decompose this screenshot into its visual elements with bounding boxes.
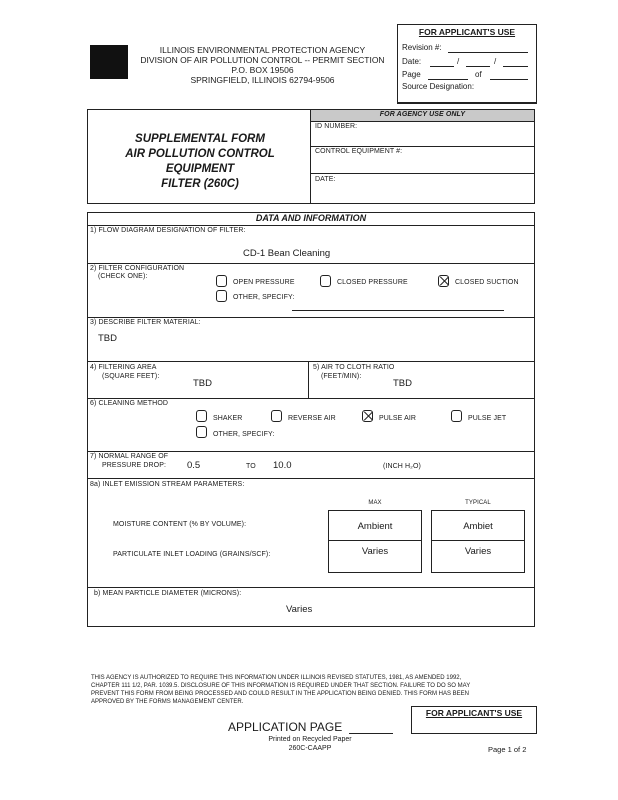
title-divider: [310, 109, 311, 204]
agency-logo: [90, 45, 128, 79]
q1-label: 1) FLOW DIAGRAM DESIGNATION OF FILTER:: [90, 227, 246, 234]
other-config-field[interactable]: [292, 310, 504, 311]
q5-label: 5) AIR TO CLOTH RATIO: [313, 364, 395, 371]
q4-value[interactable]: TBD: [193, 378, 212, 389]
revision-label: Revision #:: [402, 43, 442, 52]
q2-label: 2) FILTER CONFIGURATION: [90, 265, 185, 272]
of-label: of: [475, 70, 482, 79]
q7-unit: (INCH H₂O): [383, 463, 421, 470]
closed-pressure-label: CLOSED PRESSURE: [337, 279, 408, 286]
po-box: P.O. BOX 19506: [231, 65, 294, 75]
application-page-field[interactable]: [349, 733, 393, 734]
city-address: SPRINGFIELD, ILLINOIS 62794-9506: [190, 75, 335, 85]
form-title: [100, 132, 300, 192]
applicant-use-title: FOR APPLICANT'S USE: [418, 27, 516, 37]
disclaimer-line4: APPROVED BY THE FORMS MANAGEMENT CENTER.: [91, 699, 244, 705]
id-number-line: [311, 146, 535, 147]
other-method-label: OTHER, SPECIFY:: [213, 431, 275, 438]
q3-value[interactable]: TBD: [98, 333, 117, 344]
q7-line: [87, 478, 535, 479]
reverse-air-checkbox[interactable]: [271, 410, 282, 422]
shaker-checkbox[interactable]: [196, 410, 207, 422]
max-value-box: [328, 510, 422, 573]
division-name: DIVISION OF AIR POLLUTION CONTROL -- PERMIT SECTION: [140, 55, 385, 65]
q7-to-value[interactable]: 10.0: [273, 460, 292, 471]
id-number-label: ID NUMBER:: [315, 123, 358, 130]
form-code: 260C-CAAPP: [288, 745, 332, 752]
page-label: Page: [402, 70, 421, 79]
agency-use-title: FOR AGENCY USE ONLY: [379, 111, 466, 118]
moisture-typical-value[interactable]: Ambiet: [463, 521, 493, 532]
closed-pressure-checkbox[interactable]: [320, 275, 331, 287]
date-year-field[interactable]: [503, 66, 528, 67]
other-config-checkbox[interactable]: [216, 290, 227, 302]
application-page-label: APPLICATION PAGE: [228, 720, 343, 734]
particulate-max-value[interactable]: Varies: [361, 546, 389, 557]
q4-line: [87, 398, 535, 399]
q5-value[interactable]: TBD: [393, 378, 412, 389]
q8b-label: b) MEAN PARTICLE DIAMETER (MICRONS):: [94, 590, 242, 597]
source-designation-label: Source Designation:: [402, 82, 475, 91]
q6-line: [87, 451, 535, 452]
q7-from-value[interactable]: 0.5: [187, 460, 201, 471]
shaker-label: SHAKER: [213, 415, 243, 422]
data-section-title: DATA AND INFORMATION: [255, 213, 367, 223]
header-block: [130, 45, 395, 85]
q2-sublabel: (CHECK ONE):: [98, 273, 148, 280]
q5-sublabel: (FEET/MIN):: [321, 373, 362, 380]
q7-to-label: TO: [246, 463, 256, 470]
col-typical-header: TYPICAL: [465, 500, 491, 506]
q1-line: [87, 263, 535, 264]
disclaimer-line1: THIS AGENCY IS AUTHORIZED TO REQUIRE THIS INFORMATION UNDER ILLINOIS REVISED STATUTES, 1981, AS AMENDED 1992,: [91, 675, 462, 681]
moisture-label: MOISTURE CONTENT (% BY VOLUME):: [113, 521, 247, 528]
q6-label: 6) CLEANING METHOD: [90, 400, 169, 407]
open-pressure-label: OPEN PRESSURE: [233, 279, 295, 286]
date-separator-1: /: [457, 57, 460, 66]
q2-line: [87, 317, 535, 318]
q8a-line: [87, 587, 535, 588]
form-title-line3: EQUIPMENT: [165, 163, 235, 175]
col-max-header: MAX: [368, 500, 382, 506]
date-day-field[interactable]: [466, 66, 490, 67]
agency-name: ILLINOIS ENVIRONMENTAL PROTECTION AGENCY: [159, 45, 366, 55]
q3-line: [87, 361, 535, 362]
q4-label: 4) FILTERING AREA: [90, 364, 157, 371]
control-equipment-label: CONTROL EQUIPMENT #:: [315, 148, 403, 155]
recycled-note: Printed on Recycled Paper: [268, 736, 352, 743]
reverse-air-label: REVERSE AIR: [288, 415, 336, 422]
typical-box-mid: [431, 540, 525, 541]
q7-label: 7) NORMAL RANGE OF: [90, 453, 169, 460]
data-title-line: [87, 225, 535, 226]
disclaimer-line3: PREVENT THIS FORM FROM BEING PROCESSED AND COULD RESULT IN THE APPLICATION BEING DENIED. THIS FORM HAS BEEN: [91, 691, 469, 697]
q1-value[interactable]: CD-1 Bean Cleaning: [243, 248, 331, 259]
pulse-jet-label: PULSE JET: [468, 415, 507, 422]
footer-applicant-title: FOR APPLICANT'S USE: [425, 708, 523, 718]
typical-value-box: [431, 510, 525, 573]
disclaimer-line2: CHAPTER 111 1/2, PAR. 1039.5. DISCLOSURE OF THIS INFORMATION IS REQUIRED UNDER THAT SECTION. FAILURE TO DO SO MAY: [91, 683, 471, 689]
agency-header-line: [311, 121, 535, 122]
pulse-air-checkbox[interactable]: [362, 410, 373, 422]
date-month-field[interactable]: [430, 66, 454, 67]
q7-sublabel: PRESSURE DROP:: [102, 462, 167, 469]
q3-label: 3) DESCRIBE FILTER MATERIAL:: [90, 319, 201, 326]
moisture-max-value[interactable]: Ambient: [357, 521, 393, 532]
agency-date-label: DATE:: [315, 176, 336, 183]
pulse-air-label: PULSE AIR: [379, 415, 417, 422]
closed-suction-label: CLOSED SUCTION: [455, 279, 519, 286]
q4-q5-divider: [308, 361, 309, 398]
other-method-checkbox[interactable]: [196, 426, 207, 438]
pulse-jet-checkbox[interactable]: [451, 410, 462, 422]
form-title-line1: SUPPLEMENTAL FORM: [135, 133, 265, 145]
form-title-line2: AIR POLLUTION CONTROL: [125, 148, 275, 160]
q8a-label: 8a) INLET EMISSION STREAM PARAMETERS:: [90, 481, 245, 488]
open-pressure-checkbox[interactable]: [216, 275, 227, 287]
q4-sublabel: (SQUARE FEET):: [102, 373, 160, 380]
form-title-line4: FILTER (260C): [161, 178, 239, 190]
date-label: Date:: [402, 57, 422, 66]
page-total-field[interactable]: [490, 79, 528, 80]
particulate-typical-value[interactable]: Varies: [464, 546, 492, 557]
particulate-label: PARTICULATE INLET LOADING (GRAINS/SCF):: [113, 551, 271, 558]
q8b-value[interactable]: Varies: [286, 604, 313, 615]
control-equipment-line: [311, 173, 535, 174]
page-field[interactable]: [428, 79, 468, 80]
date-separator-2: /: [494, 57, 497, 66]
footer-disclaimer: [91, 674, 531, 706]
closed-suction-checkbox[interactable]: [438, 275, 449, 287]
page-number: Page 1 of 2: [488, 745, 527, 754]
revision-field[interactable]: [448, 52, 528, 53]
other-config-label: OTHER, SPECIFY:: [233, 294, 295, 301]
max-box-mid: [328, 540, 422, 541]
